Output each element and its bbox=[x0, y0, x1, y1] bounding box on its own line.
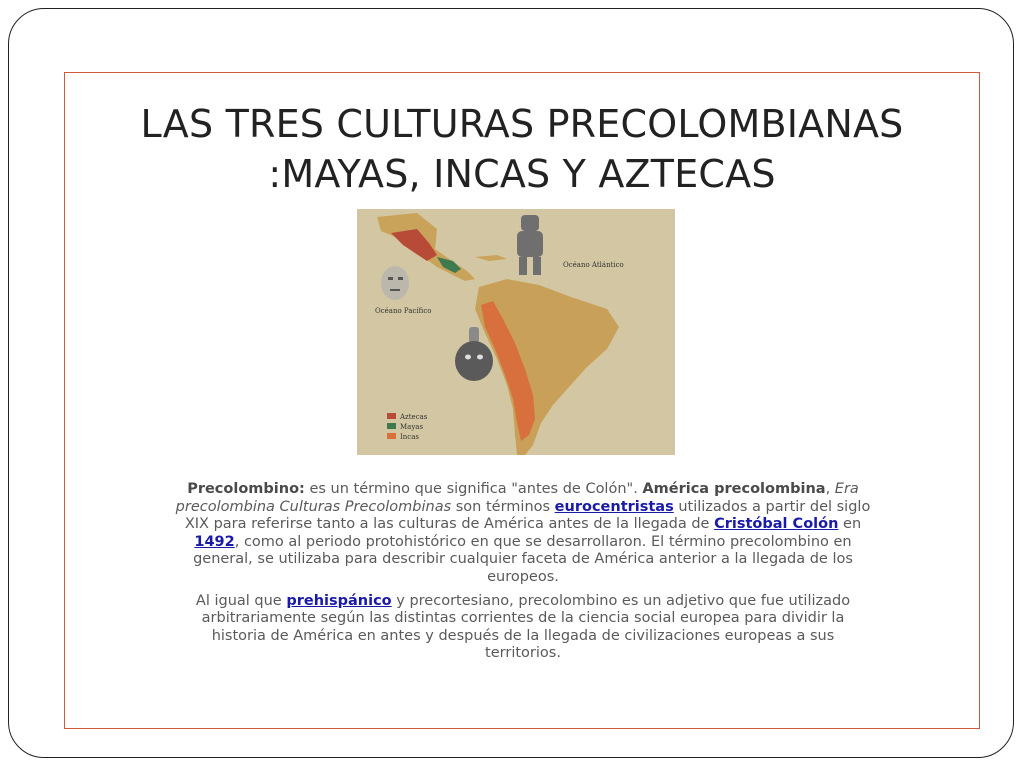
legend-swatch-mayas bbox=[387, 423, 396, 429]
link-1492[interactable]: 1492 bbox=[194, 533, 235, 550]
slide-frame bbox=[8, 8, 1014, 758]
term-precolombino: Precolombino: bbox=[187, 481, 305, 497]
content-box bbox=[64, 72, 980, 729]
link-eurocentristas[interactable]: eurocentristas bbox=[554, 498, 674, 515]
legend-swatch-incas bbox=[387, 433, 396, 439]
americas-map-image bbox=[357, 209, 675, 455]
pacific-label: Océano Pacífico bbox=[375, 307, 432, 315]
term-era-precolombina: Era precolombina Culturas Precolombinas bbox=[175, 481, 859, 515]
slide-title bbox=[65, 99, 979, 199]
link-prehispanico[interactable]: prehispánico bbox=[286, 592, 392, 609]
paragraph-2: Al igual que prehispánico y precortesiano, precolombino es un adjetivo que fue utilizado arbitrariamente según las distintas corrientes de la ciencia social europea para dividir la historia de América en antes y después de la llegada de civilizaciones europeas a sus territorios. bbox=[195, 592, 851, 662]
link-cristobal-colon[interactable]: Cristóbal Colón bbox=[714, 516, 839, 533]
legend-label-mayas: Mayas bbox=[400, 423, 424, 431]
term-america-precolombina: América precolombina bbox=[642, 481, 826, 497]
title-line-1: LAS TRES CULTURAS PRECOLOMBIANAS bbox=[140, 102, 904, 146]
legend-label-incas: Incas bbox=[400, 433, 419, 441]
title-line-2: :MAYAS, INCAS Y AZTECAS bbox=[268, 152, 776, 196]
legend-swatch-aztecas bbox=[387, 413, 396, 419]
legend-label-aztecas: Aztecas bbox=[400, 413, 428, 421]
atlantic-label: Océano Atlántico bbox=[563, 261, 624, 269]
paragraph-1: Precolombino: es un término que significa "antes de Colón". América precolombina, Era precolombina Culturas Precolombinas son términos eurocentristas utilizados a partir del siglo XIX para referirse tanto a las culturas de América antes de la llegada de Cristóbal Colón en 1492, como al periodo protohistórico en que se desarrollaron. El término precolombino en general, se utilizaba para describir cualquier faceta de América anterior a la llegada de los europeos. bbox=[175, 481, 871, 585]
body-text bbox=[175, 481, 871, 669]
